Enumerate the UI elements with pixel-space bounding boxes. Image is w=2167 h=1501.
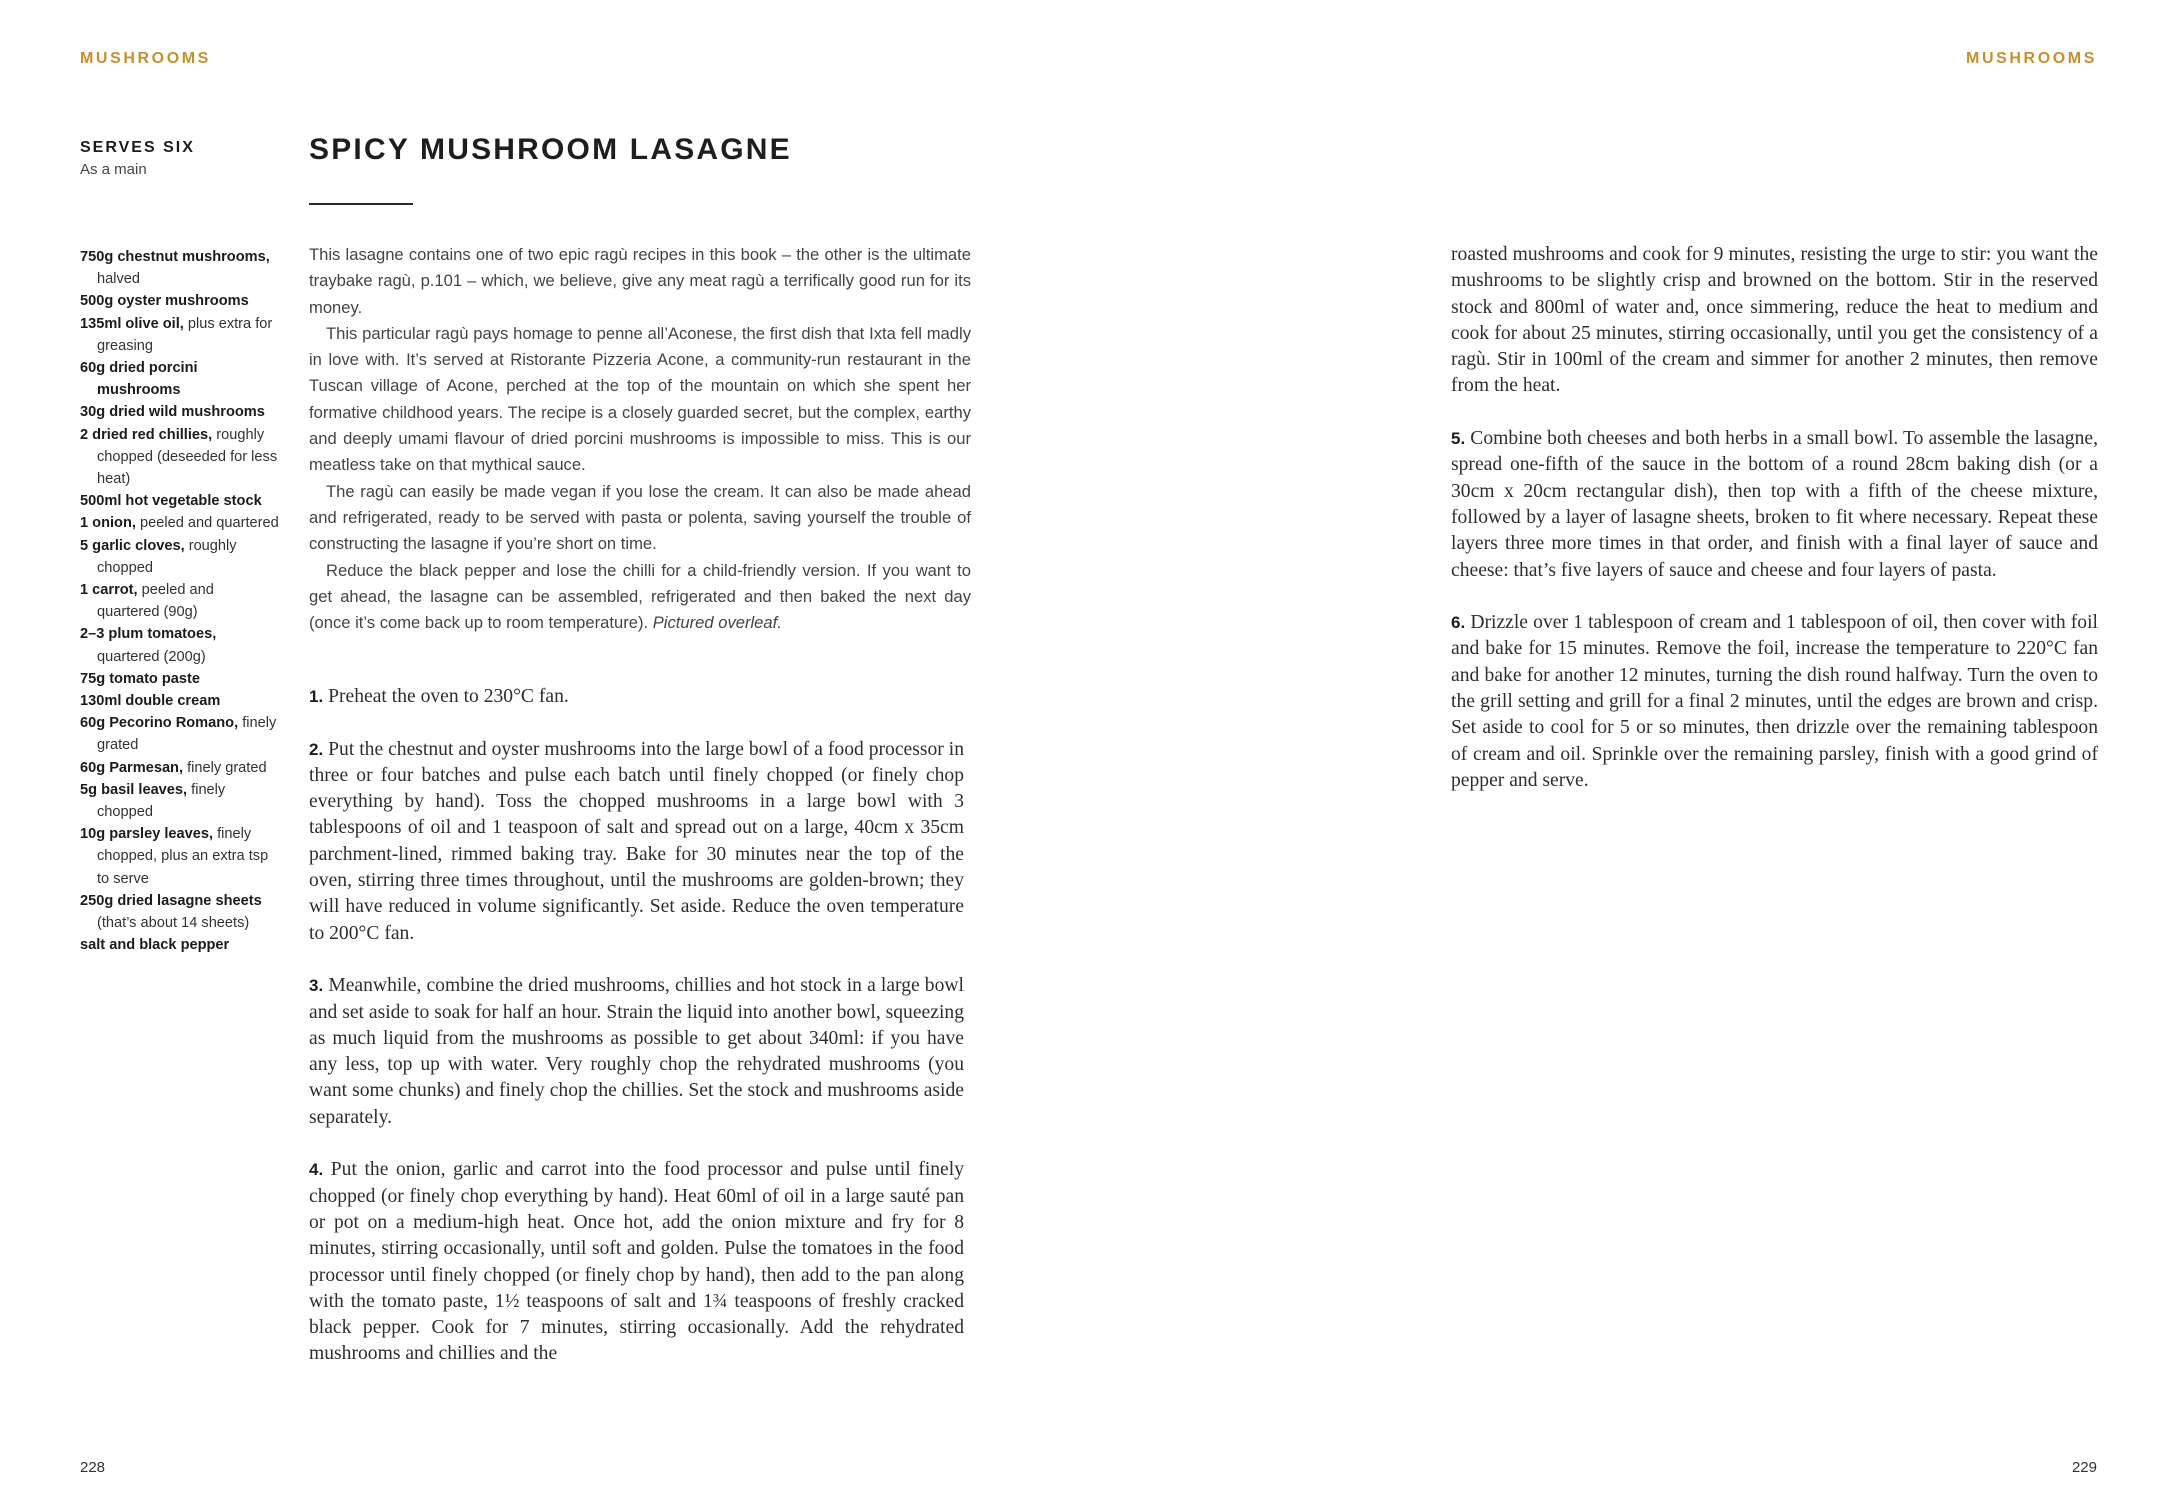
- intro-paragraph: This particular ragù pays homage to penne all’Aconese, the first dish that Ixta fell madly in love with. It’s served at Ristorante Pizzeria Acone, a community-run restaurant in the Tuscan village of Acone, perched at the top of the mountain on which she spent her formative childhood years. The recipe is a closely guarded secret, but the complex, earthy and deeply umami flavour of dried porcini mushrooms is impossible to miss. This is our meatless take on that mythical sauce.: [309, 323, 971, 475]
- page-number-left: 228: [80, 1459, 106, 1476]
- ingredient-item: 500ml hot vegetable stock: [80, 493, 262, 510]
- ingredient-item: 250g dried lasagne sheets (that’s about 14 sheets): [80, 892, 262, 932]
- running-head-right: MUSHROOMS: [1966, 50, 2097, 67]
- serves-subtitle: As a main: [80, 161, 147, 178]
- pictured-note: Pictured overleaf.: [652, 613, 782, 633]
- ingredient-item: 130ml double cream: [80, 693, 221, 710]
- method-step: 1. Preheat the oven to 230°C fan.: [309, 686, 569, 707]
- method-step: 5. Combine both cheeses and both herbs in a small bowl. To assemble the lasagne, spread one-fifth of the sauce in the bottom of a round 28cm baking dish (or a 30cm x 20cm rectangular dish), then top with a fifth of the cheese mixture, followed by a layer of lasagne sheets, broken to fit where necessary. Repeat these layers three more times in that order, and finish with a final layer of sauce and cheese: that’s five layers of sauce and cheese and four layers of pasta.: [1451, 428, 2098, 581]
- ingredient-item: 750g chestnut mushrooms, halved: [80, 249, 270, 288]
- ingredient-item: 1 onion, peeled and quartered: [80, 515, 279, 532]
- serves-block: [80, 139, 280, 178]
- ingredient-item: 60g Pecorino Romano, finely grated: [80, 715, 277, 754]
- running-head-left: MUSHROOMS: [80, 50, 211, 67]
- ingredient-item: 60g Parmesan, finely grated: [80, 759, 267, 776]
- method-step: 4. Put the onion, garlic and carrot into the food processor and pulse until finely chopped (or finely chop everything by hand). Heat 60ml of oil in a large sauté pan or pot on a medium-high heat. Once hot, add the onion mixture and fry for 8 minutes, stirring occasionally, until soft and golden. Pulse the tomatoes in the food processor until finely chopped (or finely chop by hand), then add to the pan along with the tomato paste, 1½ teaspoons of salt and 1¾ teaspoons of freshly cracked black pepper. Cook for 7 minutes, stirring occasionally. Add the rehydrated mushrooms and chillies and the: [309, 1159, 964, 1365]
- page-number-right: 229: [2071, 1459, 2097, 1476]
- recipe-intro: [309, 242, 971, 636]
- ingredient-item: 75g tomato paste: [80, 670, 201, 687]
- ingredient-item: 30g dried wild mushrooms: [80, 404, 265, 421]
- title-rule: [309, 203, 413, 205]
- intro-paragraph: Reduce the black pepper and lose the chilli for a child-friendly version. If you want to get ahead, the lasagne can be assembled, refrigerated and then baked the next day (once it’s come back up to room temperature). Pictured overleaf.: [309, 560, 971, 633]
- method-step-continuation: roasted mushrooms and cook for 9 minutes, resisting the urge to stir: you want the mushrooms to be slightly crisp and browned on the bottom. Stir in the reserved stock and 800ml of water and, once simmering, reduce the heat to medium and cook for about 25 minutes, stirring occasionally, until you get the consistency of a ragù. Stir in 100ml of the cream and simmer for another 2 minutes, then remove from the heat.: [1451, 244, 2098, 397]
- ingredient-item: 1 carrot, peeled and quartered (90g): [80, 582, 214, 621]
- method-column-right: [1451, 242, 2098, 821]
- ingredient-item: 10g parsley leaves, finely chopped, plus an extra tsp to serve: [80, 826, 269, 887]
- serves-title: SERVES SIX: [80, 139, 195, 156]
- ingredient-item: 135ml olive oil, plus extra for greasing: [80, 315, 273, 354]
- method-step: 2. Put the chestnut and oyster mushrooms into the large bowl of a food processor in three or four batches and pulse each batch until finely chopped (or finely chop everything by hand). Toss the chopped mushrooms in a large bowl with 3 tablespoons of oil and 1 teaspoon of salt and spread out on a large, 40cm x 35cm parchment-lined, rimmed baking tray. Bake for 30 minutes near the top of the oven, stirring three times throughout, until the mushrooms are golden-brown; they will have reduced in volume significantly. Set aside. Reduce the oven temperature to 200°C fan.: [309, 738, 964, 944]
- intro-paragraph: The ragù can easily be made vegan if you lose the cream. It can also be made ahead and refrigerated, ready to be served with pasta or polenta, saving yourself the trouble of constructing the lasagne if you’re short on time.: [309, 481, 971, 554]
- ingredient-item: 5 garlic cloves, roughly chopped: [80, 537, 237, 576]
- method-step: 3. Meanwhile, combine the dried mushrooms, chillies and hot stock in a large bowl and set aside to soak for half an hour. Strain the liquid into another bowl, squeezing as much liquid from the mushrooms as possible to get about 340ml: if you have any less, top up with water. Very roughly chop the rehydrated mushrooms (you want some chunks) and finely chop the chillies. Set the stock and mushrooms aside separately.: [309, 975, 964, 1128]
- ingredient-list: [80, 246, 280, 957]
- ingredient-item: 500g oyster mushrooms: [80, 293, 249, 310]
- ingredient-item: salt and black pepper: [80, 937, 230, 954]
- ingredient-item: 5g basil leaves, finely chopped: [80, 781, 226, 821]
- ingredient-item: 2 dried red chillies, roughly chopped (deseeded for less heat): [80, 426, 278, 488]
- method-step: 6. Drizzle over 1 tablespoon of cream and 1 tablespoon of oil, then cover with foil and bake for 15 minutes. Remove the foil, increase the temperature to 220°C fan and bake for another 12 minutes, turning the dish round halfway. Turn the oven to the grill setting and grill for a final 2 minutes, until the edges are brown and crisp. Set aside to cool for 5 or so minutes, then drizzle over the remaining tablespoon of cream and oil. Sprinkle over the remaining parsley, finish with a good grind of pepper and serve.: [1451, 612, 2098, 791]
- method-column-left: [309, 684, 964, 1394]
- ingredient-item: 60g dried porcini mushrooms: [80, 360, 198, 399]
- intro-paragraph: This lasagne contains one of two epic ragù recipes in this book – the other is the ultimate traybake ragù, p.101 – which, we believe, give any meat ragù a terrifically good run for its money.: [309, 245, 971, 317]
- ingredient-item: 2–3 plum tomatoes, quartered (200g): [80, 626, 217, 665]
- recipe-title: SPICY MUSHROOM LASAGNE: [309, 133, 792, 166]
